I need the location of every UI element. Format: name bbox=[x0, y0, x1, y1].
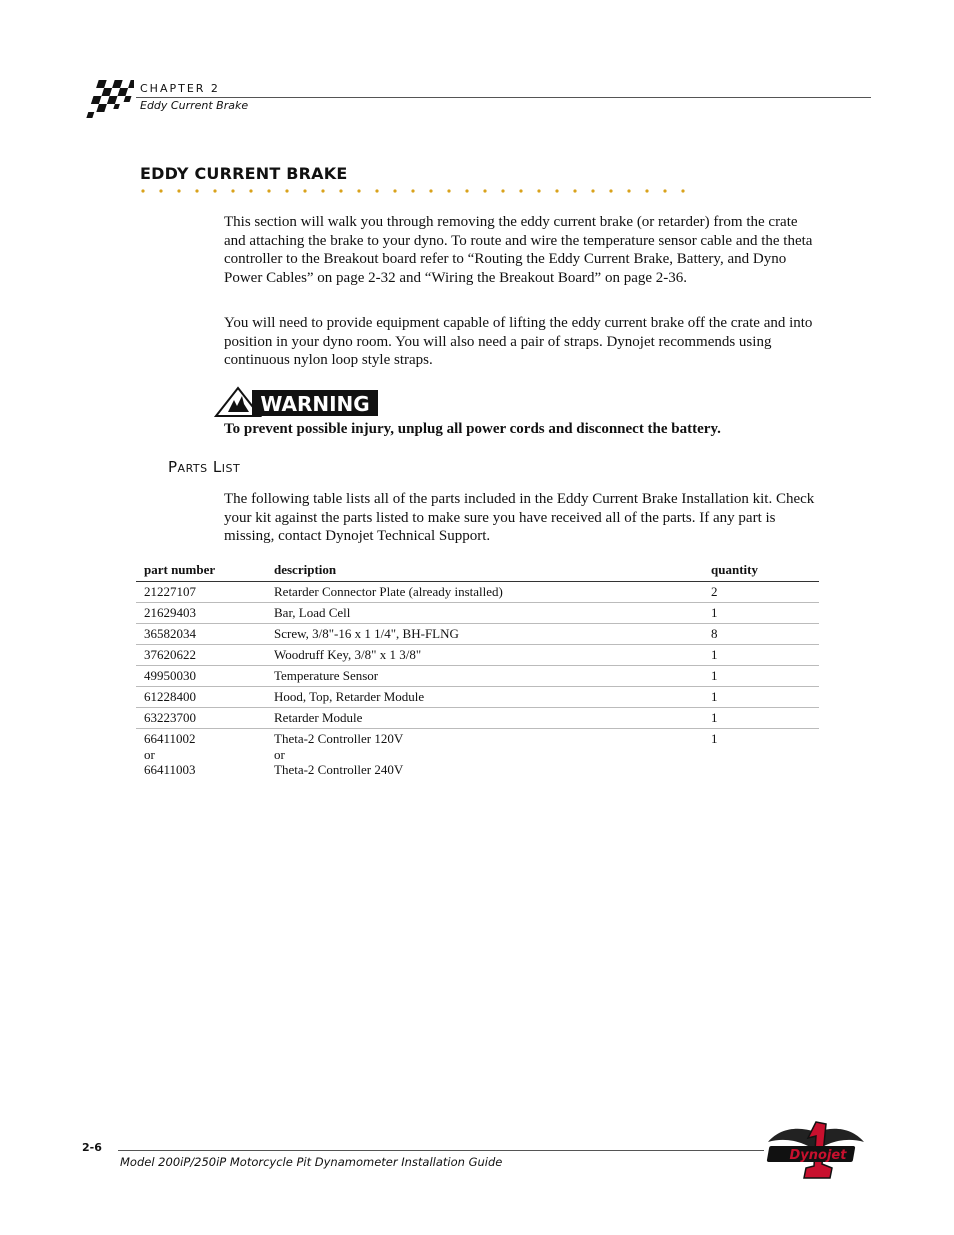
footer-title: Model 200iP/250iP Motorcycle Pit Dynamometer Installation Guide bbox=[120, 1155, 503, 1169]
parts-intro-paragraph: The following table lists all of the parts included in the Eddy Current Brake Installation kit. Check your kit against the parts listed to make sure you have received all of the parts. If any part is missing, contact Dynojet Technical Support. bbox=[224, 491, 815, 545]
warning-text: To prevent possible injury, unplug all power cords and disconnect the battery. bbox=[224, 421, 721, 437]
or-label: or bbox=[144, 746, 155, 762]
or-label: or bbox=[274, 746, 285, 762]
divider-dot bbox=[555, 189, 558, 192]
part-number-cell: 61228400 bbox=[136, 687, 266, 708]
divider-dot bbox=[375, 189, 378, 192]
header-rule bbox=[136, 97, 871, 98]
dynojet-logo-icon bbox=[764, 1120, 868, 1182]
description-cell: Hood, Top, Retarder Module bbox=[266, 687, 703, 708]
parts-list-title: Parts List bbox=[168, 458, 241, 476]
intro-paragraph: This section will walk you through removing the eddy current brake (or retarder) from the crate and attaching the brake to your dyno. To route and wire the temperature sensor cable and the theta controller to the Breakout board refer to “Routing the Eddy Current Brake, Battery, and Dyno Power Cables” on page 2-32 and “Wiring the Breakout Board” on page 2-36. bbox=[224, 214, 813, 286]
part-number-b: 66411003 bbox=[144, 762, 196, 777]
description-cell: Bar, Load Cell bbox=[266, 603, 703, 624]
equipment-paragraph: You will need to provide equipment capable of lifting the eddy current brake off the crate and into position in your dyno room. You will also need a pair of straps. Dynojet recommends using continuous nylon loop style straps. bbox=[224, 315, 813, 369]
table-header-row bbox=[136, 561, 819, 582]
divider-dot bbox=[159, 189, 162, 192]
divider-dot bbox=[339, 189, 342, 192]
description-cell: Temperature Sensor bbox=[266, 666, 703, 687]
quantity-cell: 1 bbox=[703, 666, 819, 687]
part-number-cell: 49950030 bbox=[136, 666, 266, 687]
description-cell: Retarder Module bbox=[266, 708, 703, 729]
column-header-description: description bbox=[266, 561, 703, 582]
divider-dot bbox=[519, 189, 522, 192]
part-number-cell: 63223700 bbox=[136, 708, 266, 729]
divider-dot bbox=[195, 189, 198, 192]
table-row bbox=[136, 645, 819, 666]
part-number-a: 66411002 bbox=[144, 731, 196, 746]
part-number-cell: 37620622 bbox=[136, 645, 266, 666]
description-cell: Retarder Connector Plate (already installed) bbox=[266, 582, 703, 603]
warning-badge bbox=[214, 386, 380, 418]
quantity-cell: 8 bbox=[703, 624, 819, 645]
table-row bbox=[136, 603, 819, 624]
description-a: Theta-2 Controller 120V bbox=[274, 731, 404, 746]
divider-dot bbox=[231, 189, 234, 192]
divider-dot bbox=[465, 189, 468, 192]
divider-dot bbox=[411, 189, 414, 192]
table-row bbox=[136, 687, 819, 708]
table-row bbox=[136, 708, 819, 729]
quantity-cell: 1 bbox=[703, 645, 819, 666]
divider-dot bbox=[177, 189, 180, 192]
part-number-cell bbox=[136, 729, 266, 780]
chapter-subtitle: Eddy Current Brake bbox=[140, 99, 249, 112]
part-number-cell: 21227107 bbox=[136, 582, 266, 603]
divider-dot bbox=[663, 189, 666, 192]
quantity-cell: 1 bbox=[703, 603, 819, 624]
section-title: EDDY CURRENT BRAKE bbox=[140, 164, 348, 183]
column-header-quantity: quantity bbox=[703, 561, 819, 582]
part-number-cell: 36582034 bbox=[136, 624, 266, 645]
divider-dot bbox=[213, 189, 216, 192]
warning-label: WARNING bbox=[260, 392, 370, 416]
divider-dot bbox=[285, 189, 288, 192]
column-header-part-number: part number bbox=[136, 561, 266, 582]
divider-dot bbox=[681, 189, 684, 192]
part-number-cell: 21629403 bbox=[136, 603, 266, 624]
divider-dot bbox=[627, 189, 630, 192]
divider-dot bbox=[303, 189, 306, 192]
quantity-cell: 1 bbox=[703, 708, 819, 729]
description-cell: Woodruff Key, 3/8" x 1 3/8" bbox=[266, 645, 703, 666]
description-cell bbox=[266, 729, 703, 780]
table-row bbox=[136, 582, 819, 603]
table-row bbox=[136, 729, 819, 780]
table-row bbox=[136, 624, 819, 645]
divider-dot bbox=[141, 189, 144, 192]
divider-dot bbox=[429, 189, 432, 192]
table-row bbox=[136, 666, 819, 687]
divider-dot bbox=[267, 189, 270, 192]
divider-dot bbox=[249, 189, 252, 192]
divider-dot bbox=[447, 189, 450, 192]
divider-dot bbox=[537, 189, 540, 192]
quantity-cell: 1 bbox=[703, 687, 819, 708]
divider-dot bbox=[645, 189, 648, 192]
parts-table bbox=[136, 561, 819, 780]
description-b: Theta-2 Controller 240V bbox=[274, 762, 404, 777]
divider-dot bbox=[591, 189, 594, 192]
divider-dot bbox=[321, 189, 324, 192]
logo-wordmark: Dynojet bbox=[789, 1148, 847, 1163]
divider-dot bbox=[483, 189, 486, 192]
footer-rule bbox=[118, 1150, 764, 1151]
quantity-cell: 1 bbox=[711, 731, 718, 746]
divider-dot bbox=[501, 189, 504, 192]
divider-dot bbox=[609, 189, 612, 192]
checkered-flag-icon bbox=[80, 76, 134, 120]
divider-dot bbox=[357, 189, 360, 192]
description-cell: Screw, 3/8"-16 x 1 1/4", BH-FLNG bbox=[266, 624, 703, 645]
quantity-cell: 2 bbox=[703, 582, 819, 603]
divider-dot bbox=[573, 189, 576, 192]
divider-dot bbox=[393, 189, 396, 192]
chapter-label: CHAPTER 2 bbox=[140, 82, 220, 95]
dotted-divider bbox=[140, 186, 690, 196]
page-number: 2-6 bbox=[82, 1141, 102, 1154]
